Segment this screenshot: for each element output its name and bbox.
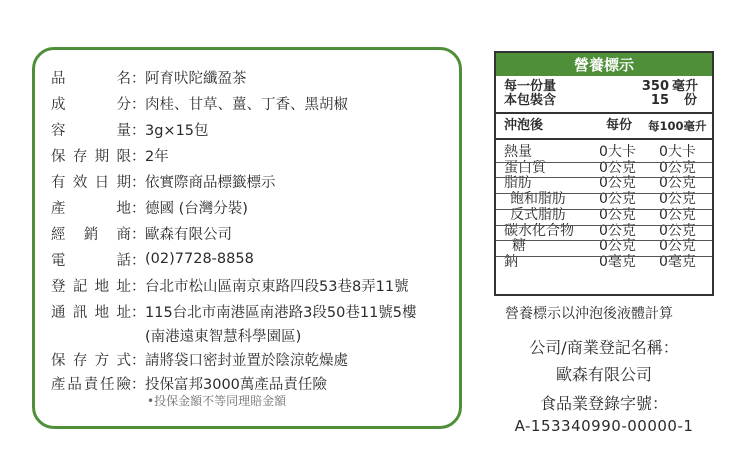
product-row-colon: ： (131, 304, 146, 321)
product-row-value: (南港遠東智慧科學園區) (145, 328, 302, 345)
product-row-colon: ： (131, 352, 146, 369)
food-reg-number: A-153340990-00000-1 (514, 417, 694, 435)
product-row-label: 登 記 地 址 (51, 278, 131, 295)
nutrient-divider (496, 240, 712, 241)
product-row-value: (02)7728-8858 (145, 251, 254, 267)
product-row-label: 產 地 (51, 200, 131, 217)
product-row (51, 298, 417, 324)
product-row-colon: ： (131, 122, 146, 139)
product-row-label: 電 話 (51, 252, 131, 269)
nutrient-per-100: 0公克 (659, 159, 696, 176)
col-label: 沖泡後 (504, 118, 544, 133)
col-per-serving: 每份 (606, 118, 633, 133)
product-row-value: 肉桂、甘草、薑、丁香、黑胡椒 (145, 96, 348, 113)
product-row-label: 成 分 (51, 96, 131, 113)
product-row-value: 歐森有限公司 (145, 226, 232, 243)
nutrient-per-100: 0公克 (659, 175, 696, 192)
product-row (51, 322, 301, 348)
product-row-colon: ： (131, 148, 146, 165)
product-row (51, 194, 248, 220)
product-row-label: 經 銷 商 (51, 226, 131, 243)
product-row (51, 64, 247, 90)
product-row (51, 142, 169, 168)
product-row (51, 168, 276, 194)
product-row-value: 2年 (145, 148, 169, 165)
nutrient-per-serving: 0公克 (599, 238, 636, 255)
product-row-label: 品 名 (51, 70, 131, 87)
product-row-value: 台北市松山區南京東路四段53巷8弄11號 (145, 278, 409, 295)
nutrient-name: 熱量 (504, 144, 532, 160)
product-row-value: 依實際商品標籤標示 (145, 174, 276, 191)
product-row (51, 246, 254, 272)
serving-value: 350 (641, 79, 669, 94)
serving-unit: 毫升 (672, 79, 699, 94)
product-row-value: 投保富邦3000萬產品責任險 (145, 376, 327, 393)
serving-label: 每一份量 (504, 79, 557, 94)
nutrient-per-serving: 0公克 (599, 175, 636, 192)
insurance-note: •投保金額不等同理賠金額 (147, 394, 287, 408)
nutrient-per-serving: 0公克 (599, 159, 636, 176)
product-row-colon: ： (131, 252, 146, 269)
product-row (51, 220, 232, 246)
nutrient-divider (496, 193, 712, 194)
nutrient-per-100: 0毫克 (659, 253, 696, 270)
col-per-100: 每100毫升 (648, 119, 707, 133)
nutrient-name: 鈉 (504, 253, 518, 270)
nutrient-divider (496, 209, 712, 210)
product-row-label: 容 量 (51, 122, 131, 139)
nutrient-per-100: 0公克 (659, 206, 696, 223)
nutrition-serving (496, 76, 712, 114)
product-row (51, 346, 348, 372)
product-row-colon: ： (131, 278, 146, 295)
product-row-value: 3g×15包 (145, 122, 209, 139)
product-row (51, 116, 209, 142)
product-row-value: 阿育吠陀纖盈茶 (145, 70, 247, 87)
product-row-colon: ： (131, 70, 146, 87)
food-reg-title: 食品業登錄字號： (539, 394, 668, 413)
nutrient-per-100: 0公克 (659, 191, 696, 208)
nutrient-per-100: 0公克 (659, 238, 696, 255)
nutrient-per-serving: 0毫克 (599, 253, 636, 270)
nutrition-facts-table (494, 51, 714, 296)
company-reg-name: 歐森有限公司 (555, 365, 652, 384)
nutrient-name: 飽和脂肪 (510, 191, 566, 208)
nutrient-per-serving: 0公克 (599, 206, 636, 223)
product-row-colon: ： (131, 174, 146, 191)
product-row (51, 272, 409, 298)
nutrient-divider (496, 256, 712, 257)
product-row-colon: ： (131, 376, 146, 393)
product-row (51, 90, 348, 116)
product-row-value: 德國 (台灣分裝) (145, 200, 248, 217)
product-info-box (32, 47, 462, 429)
nutrient-per-serving: 0公克 (599, 222, 636, 239)
product-row-label: 通 訊 地 址 (51, 304, 131, 321)
nutrient-name: 碳水化合物 (504, 222, 574, 239)
product-row-colon: ： (131, 96, 146, 113)
product-row-label: 保 存 方 式 (51, 352, 131, 369)
nutrient-per-100: 0公克 (659, 222, 696, 239)
package-value: 15 (650, 93, 669, 108)
product-row-value: 請將袋口密封並置於陰涼乾燥處 (145, 352, 348, 369)
product-row-label: 產 品 責 任 險 (51, 376, 131, 393)
product-row-colon: ： (131, 200, 146, 217)
nutrient-per-100: 0大卡 (659, 144, 696, 160)
package-unit: 份 (684, 93, 698, 108)
product-row-label: 保 存 期 限 (51, 148, 131, 165)
nutrient-divider (496, 177, 712, 178)
company-reg-title: 公司/商業登記名稱： (529, 338, 679, 357)
package-label: 本包裝含 (504, 93, 557, 108)
product-row-value: 115台北市南港區南港路3段50巷11號5樓 (145, 304, 417, 321)
nutrient-name: 蛋白質 (504, 159, 546, 176)
nutrient-name: 脂肪 (504, 175, 532, 192)
product-row-label: 有 效 日 期 (51, 174, 131, 191)
nutrient-per-serving: 0大卡 (599, 144, 636, 160)
nutrient-divider (496, 225, 712, 226)
nutrition-header (496, 114, 712, 140)
nutrition-footnote: 營養標示以沖泡後液體計算 (505, 306, 673, 322)
product-row-colon: ： (131, 226, 146, 243)
nutrient-name: 糖 (512, 238, 526, 255)
nutrient-name: 反式脂肪 (510, 206, 566, 223)
nutrient-divider (496, 162, 712, 163)
nutrient-per-serving: 0公克 (599, 191, 636, 208)
nutrition-title: 營養標示 (496, 53, 712, 76)
